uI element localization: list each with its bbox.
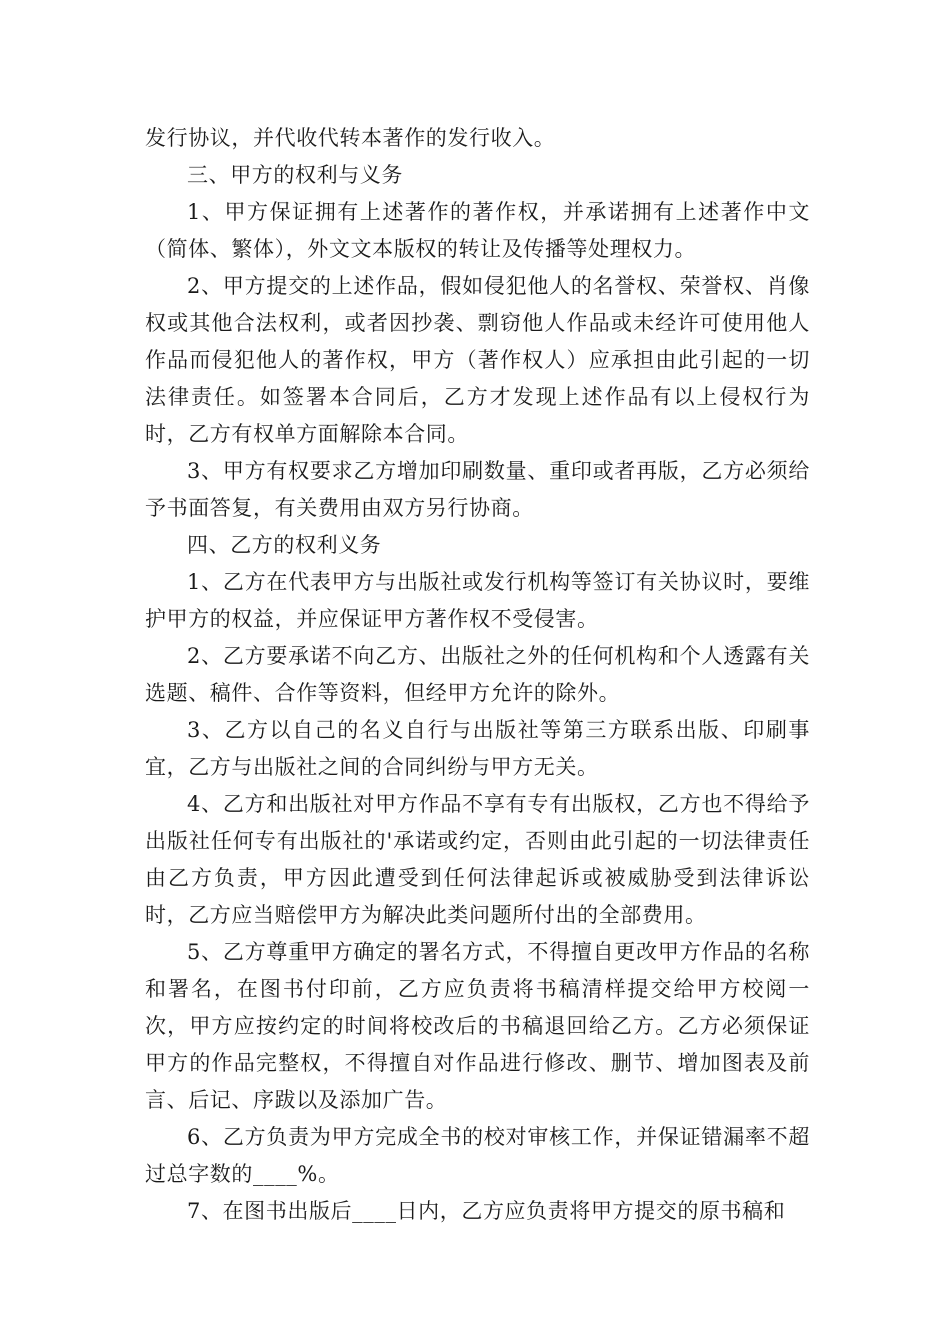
clause-paragraph: 5、乙方尊重甲方确定的署名方式，不得擅自更改甲方作品的名称和署名，在图书付印前，乙方应负责将书稿清样提交给甲方校阅一次，甲方应按约定的时间将校改后的书稿退回给乙方。乙方必须保证甲方的作品完整权，不得擅自对作品进行修改、删节、增加图表及前言、后记、序跋以及添加广告。 [145,940,810,1112]
clause-paragraph: 4、乙方和出版社对甲方作品不享有专有出版权，乙方也不得给予出版社任何专有出版社的'承诺或约定，否则由此引起的一切法律责任由乙方负责，甲方因此遭受到任何法律起诉或被威胁受到法律诉讼时，乙方应当赔偿甲方为解决此类问题所付出的全部费用。 [145,792,810,927]
clause-paragraph: 2、乙方要承诺不向乙方、出版社之外的任何机构和个人透露有关选题、稿件、合作等资料，但经甲方允许的除外。 [145,644,810,705]
clause-paragraph: 3、甲方有权要求乙方增加印刷数量、重印或者再版，乙方必须给予书面答复，有关费用由双方另行协商。 [145,459,810,520]
clause-paragraph: 3、乙方以自己的名义自行与出版社等第三方联系出版、印刷事宜，乙方与出版社之间的合同纠纷与甲方无关。 [145,718,810,779]
clause-paragraph: 1、乙方在代表甲方与出版社或发行机构等签订有关协议时，要维护甲方的权益，并应保证甲方著作权不受侵害。 [145,570,810,631]
clause-paragraph: 7、在图书出版后____日内，乙方应负责将甲方提交的原书稿和 [187,1199,786,1223]
section-heading-party-b-rights: 四、乙方的权利义务 [187,533,382,557]
paragraph-continuation: 发行协议，并代收代转本著作的发行收入。 [145,126,556,150]
clause-paragraph: 6、乙方负责为甲方完成全书的校对审核工作，并保证错漏率不超过总字数的____%。 [145,1125,810,1186]
section-heading-party-a-rights: 三、甲方的权利与义务 [187,163,403,187]
clause-paragraph: 1、甲方保证拥有上述著作的著作权，并承诺拥有上述著作中文（简体、繁体），外文文本版权的转让及传播等处理权力。 [145,200,810,261]
document-body [145,120,810,1230]
clause-paragraph: 2、甲方提交的上述作品，假如侵犯他人的名誉权、荣誉权、肖像权或其他合法权利，或者因抄袭、剽窃他人作品或未经许可使用他人作品而侵犯他人的著作权，甲方（著作权人）应承担由此引起的一切法律责任。如签署本合同后，乙方才发现上述作品有以上侵权行为时，乙方有权单方面解除本合同。 [145,274,810,446]
